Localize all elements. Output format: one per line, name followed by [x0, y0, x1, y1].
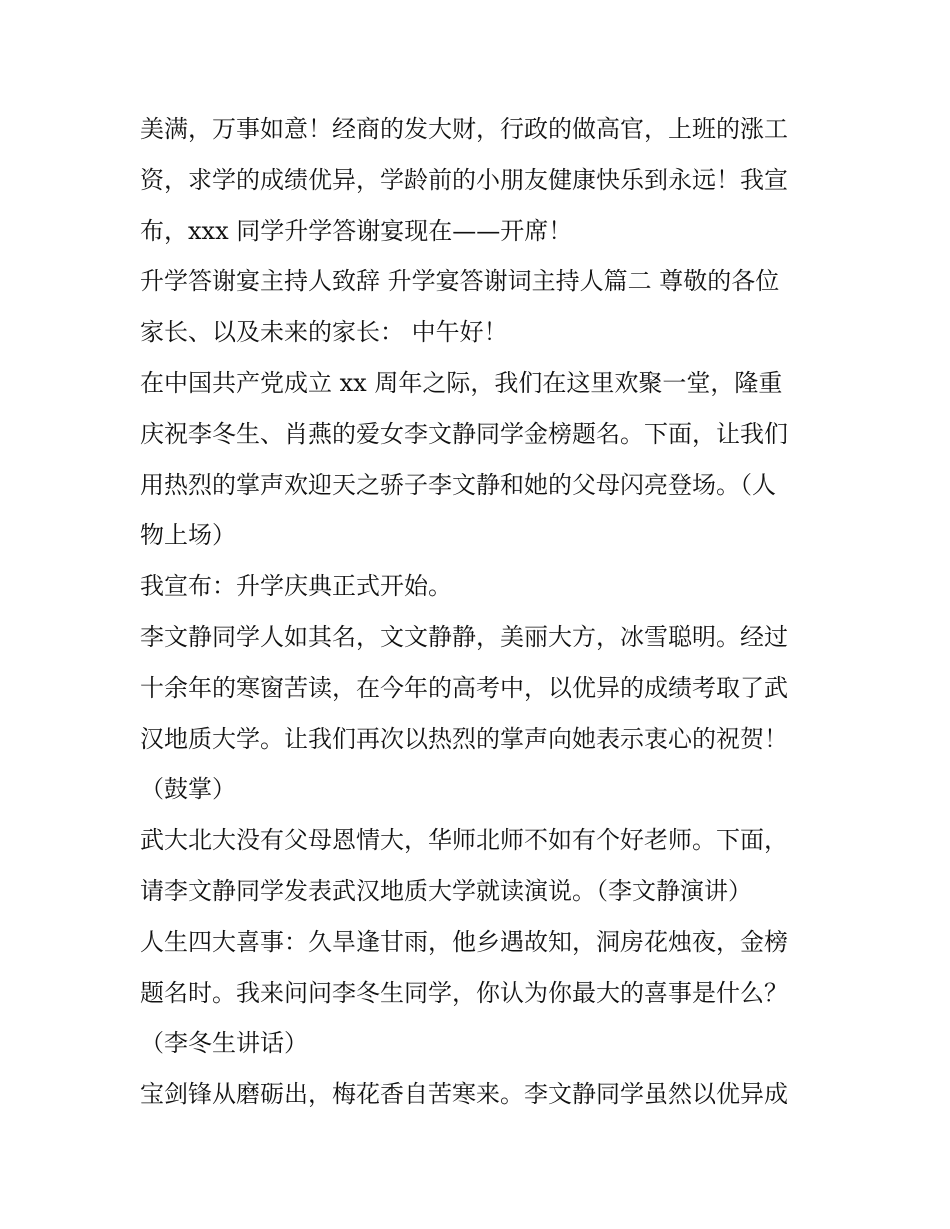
text-line: 美满，万事如意！经商的发大财，行政的做高官，上班的涨工 [140, 115, 788, 143]
text-line: 我宣布：升学庆典正式开始。 [140, 572, 452, 601]
document-body [140, 104, 820, 1120]
text-line: 李文静同学人如其名，文文静静，美丽大方，冰雪聪明。经过 [140, 622, 788, 651]
text-line: 庆祝李冬生、肖燕的爱女李文静同学金榜题名。下面，让我们 [140, 419, 788, 448]
text-line: 布，xxx 同学升学答谢宴现在——开席！ [140, 216, 573, 245]
text-line: （李冬生讲话） [140, 1029, 308, 1058]
text-line: 家长、以及未来的家长： 中午好！ [140, 318, 508, 347]
text-line: 武大北大没有父母恩情大，华师北师不如有个好老师。下面， [140, 826, 788, 855]
text-line: 汉地质大学。让我们再次以热烈的掌声向她表示衷心的祝贺！ [140, 724, 788, 753]
text-line: 请李文静同学发表武汉地质大学就读演说。（李文静演讲） [140, 876, 752, 905]
text-line: 题名时。我来问问李冬生同学，你认为你最大的喜事是什么？ [140, 978, 788, 1007]
text-line: 宝剑锋从磨砺出，梅花香自苦寒来。李文静同学虽然以优异成 [140, 1080, 788, 1109]
text-line: 十余年的寒窗苦读，在今年的高考中，以优异的成绩考取了武 [140, 673, 788, 702]
text-line: 物上场） [140, 521, 236, 550]
text-line: 升学答谢宴主持人致辞 升学宴答谢词主持人篇二 尊敬的各位 [140, 267, 780, 296]
text-line: 用热烈的掌声欢迎天之骄子李文静和她的父母闪亮登场。（人 [140, 470, 776, 499]
text-line: （鼓掌） [140, 775, 236, 804]
text-line: 人生四大喜事：久旱逢甘雨，他乡遇故知，洞房花烛夜，金榜 [140, 927, 788, 956]
text-line: 资，求学的成绩优异，学龄前的小朋友健康快乐到永远！我宣 [140, 165, 788, 194]
text-line: 在中国共产党成立 xx 周年之际，我们在这里欢聚一堂，隆重 [140, 368, 783, 397]
